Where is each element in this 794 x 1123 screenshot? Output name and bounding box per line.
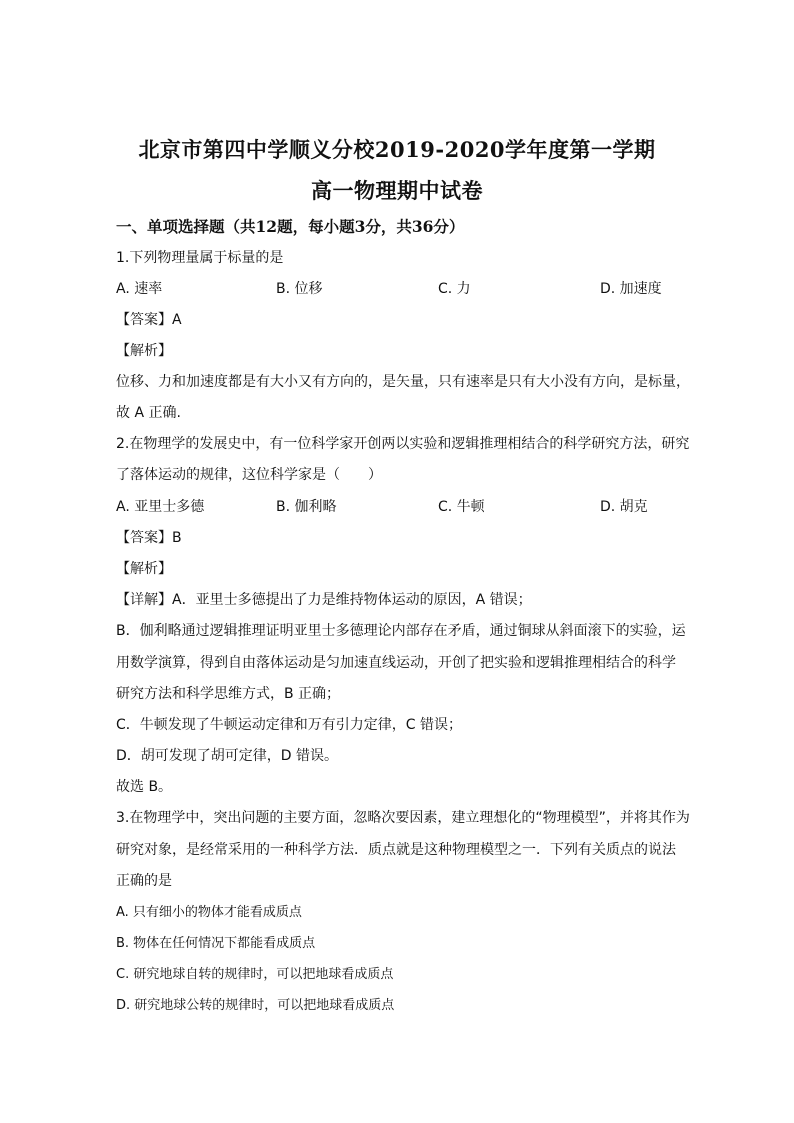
- question-1-option-b: B. 位移: [276, 281, 323, 297]
- question-3-stem-line-1: 3.在物理学中，突出问题的主要方面，忽略次要因素，建立理想化的“物理模型”，并将其作为: [116, 810, 690, 826]
- question-1-analysis-line-1: 位移、力和加速度都是有大小又有方向的，是矢量，只有速率是只有大小没有方向，是标量，: [116, 374, 690, 390]
- question-1-option-c: C. 力: [438, 281, 471, 297]
- question-2-detail-line-5: C．牛顿发现了牛顿运动定律和万有引力定律，C 错误；: [116, 717, 462, 733]
- question-3-option-c: C. 研究地球自转的规律时，可以把地球看成质点: [116, 967, 394, 982]
- question-1-option-d: D. 加速度: [600, 281, 662, 297]
- question-3-option-d: D. 研究地球公转的规律时，可以把地球看成质点: [116, 998, 395, 1013]
- question-2-detail-line-7: 故选 B。: [116, 779, 173, 795]
- question-2-detail-line-4: 研究方法和科学思维方式，B 正确；: [116, 686, 341, 702]
- question-2-answer: 【答案】B: [116, 530, 182, 546]
- exam-title-line2: 高一物理期中试卷: [311, 178, 483, 203]
- question-2-analysis-label: 【解析】: [116, 561, 172, 577]
- question-2-detail-line-2: B．伽利略通过逻辑推理证明亚里士多德理论内部存在矛盾，通过铜球从斜面滚下的实验，运: [116, 623, 686, 639]
- question-2-stem-line-1: 2.在物理学的发展史中，有一位科学家开创两以实验和逻辑推理相结合的科学研究方法，研究: [116, 436, 690, 452]
- question-2-detail-line-3: 用数学演算，得到自由落体运动是匀加速直线运动，开创了把实验和逻辑推理相结合的科学: [116, 655, 676, 671]
- question-2-option-b: B. 伽利略: [276, 499, 337, 515]
- question-2-detail-line-1: 【详解】A．亚里士多德提出了力是维持物体运动的原因，A 错误；: [116, 592, 532, 608]
- question-2-detail-line-6: D．胡可发现了胡可定律，D 错误。: [116, 748, 339, 764]
- question-3-stem-line-2: 研究对象，是经常采用的一种科学方法．质点就是这种物理模型之一．下列有关质点的说法: [116, 842, 676, 858]
- question-1-stem: 1.下列物理量属于标量的是: [116, 250, 284, 266]
- question-2-stem-line-2: 了落体运动的规律，这位科学家是（ ）: [116, 467, 382, 483]
- question-3-stem-line-3: 正确的是: [116, 873, 172, 889]
- question-1-analysis-label: 【解析】: [116, 343, 172, 359]
- question-2-option-a: A. 亚里士多德: [116, 499, 205, 515]
- question-1-option-a: A. 速率: [116, 281, 163, 297]
- question-3-option-b: B. 物体在任何情况下都能看成质点: [116, 936, 316, 951]
- question-2-option-d: D. 胡克: [600, 499, 648, 515]
- question-1-analysis-line-2: 故 A 正确.: [116, 405, 181, 421]
- question-1-answer: 【答案】A: [116, 312, 182, 328]
- exam-title-line1: 北京市第四中学顺义分校2019-2020学年度第一学期: [138, 137, 656, 162]
- question-2-option-c: C. 牛顿: [438, 499, 485, 515]
- question-3-option-a: A. 只有细小的物体才能看成质点: [116, 905, 302, 920]
- section-heading: 一、单项选择题（共12题，每小题3分，共36分）: [116, 217, 465, 236]
